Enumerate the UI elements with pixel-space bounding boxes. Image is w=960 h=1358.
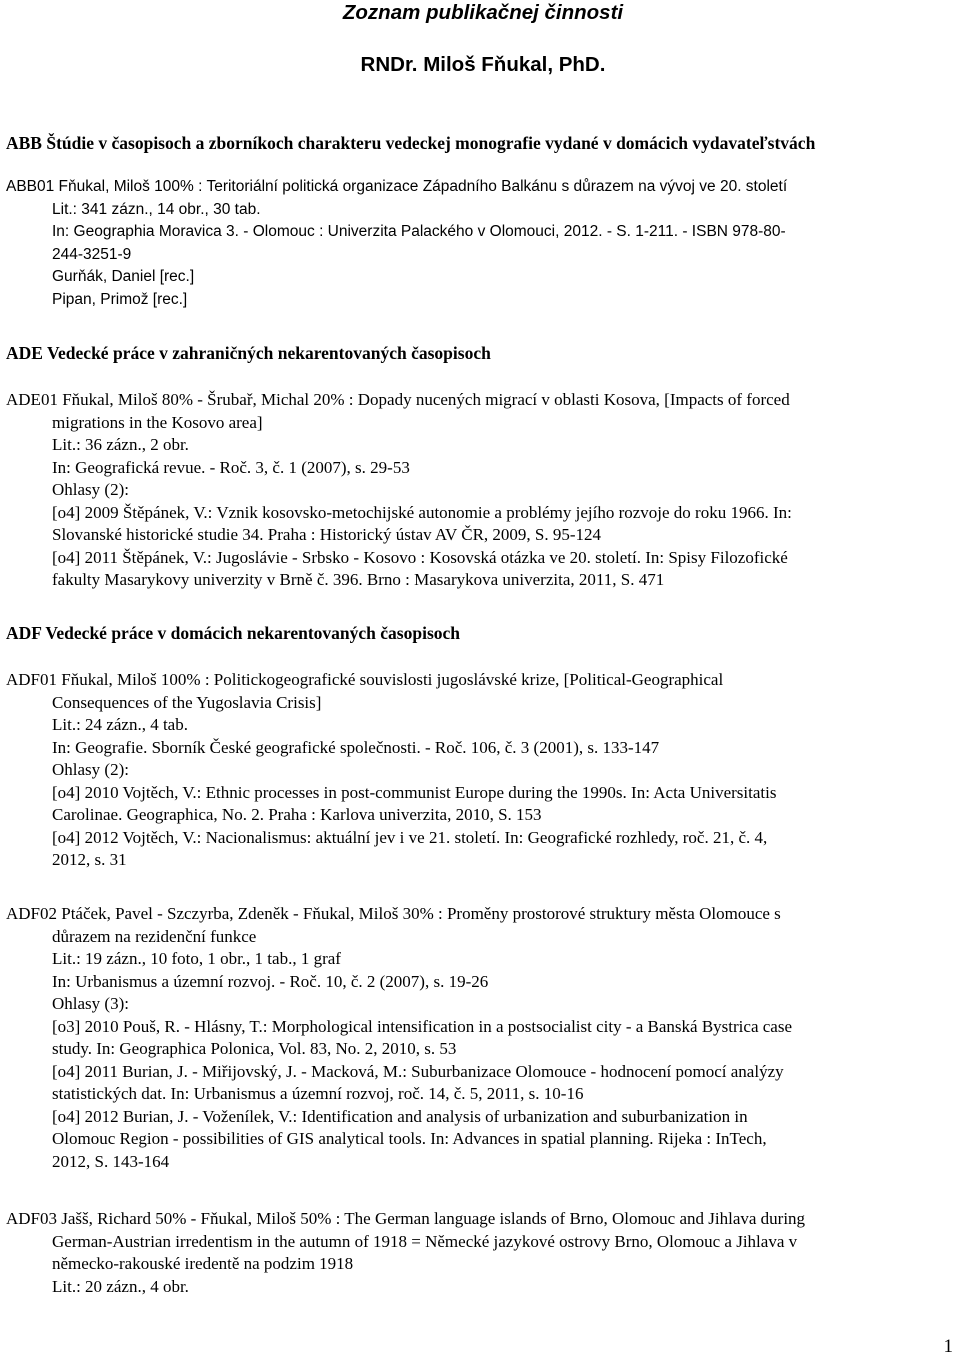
entry-line: In: Geografie. Sborník České geografické společnosti. - Roč. 106, č. 3 (2001), s. 133-147 [52, 737, 660, 757]
section-heading-ade: ADE Vedecké práce v zahraničných nekarentovaných časopisoch [6, 343, 491, 363]
author-name: RNDr. Miloš Fňukal, PhD. [360, 53, 606, 76]
entry-line: [o4] 2011 Burian, J. - Miřijovský, J. - Macková, M.: Suburbanizace Olomouce - hodnocení pomocí analýzy [52, 1061, 784, 1081]
entry-line: Lit.: 341 zázn., 14 obr., 30 tab. [52, 200, 261, 218]
section-heading-adf: ADF Vedecké práce v domácich nekarentovaných časopisoch [6, 623, 461, 643]
document-title: Zoznam publikačnej činnosti [342, 1, 624, 24]
entry-line: study. In: Geographica Polonica, Vol. 83, No. 2, 2010, s. 53 [52, 1039, 457, 1058]
page-number: 1 [943, 1335, 953, 1357]
entry-line: German-Austrian irredentism in the autumn of 1918 = Německé jazykové ostrovy Brno, Olomouc a Jihlava v [52, 1231, 798, 1251]
entry-line: ADF02 Ptáček, Pavel - Szczyrba, Zdeněk - Fňukal, Miloš 30% : Proměny prostorové struktury města Olomouce s [6, 904, 781, 923]
entry-line: Slovanské historické studie 34. Praha : Historický ústav AV ČR, 2009, S. 95-124 [52, 525, 602, 544]
entry-ade01 [6, 389, 956, 592]
entry-line: 244-3251-9 [52, 245, 132, 263]
entry-adf02 [6, 903, 956, 1173]
entry-line: [o4] 2012 Vojtěch, V.: Nacionalismus: aktuální jev i ve 21. století. In: Geografické rozhledy, roč. 21, č. 4, [52, 827, 768, 847]
entry-line: 2012, s. 31 [52, 850, 127, 869]
entry-abb01 [6, 176, 956, 311]
entry-line: důrazem na rezidenční funkce [52, 926, 257, 946]
entry-line: statistických dat. In: Urbanismus a územní rozvoj, roč. 14, č. 5, 2011, s. 10-16 [52, 1084, 584, 1103]
entry-line: Lit.: 24 zázn., 4 tab. [52, 715, 188, 734]
entry-line: migrations in the Kosovo area] [52, 412, 263, 432]
entry-line: ADF01 Fňukal, Miloš 100% : Politickogeografické souvislosti jugoslávské krize, [Political-Geographical [6, 670, 724, 689]
entry-line: In: Geografická revue. - Roč. 3, č. 1 (2007), s. 29-53 [52, 457, 410, 477]
entry-line: Ohlasy (2): [52, 760, 129, 779]
section-heading-abb: ABB Štúdie v časopisoch a zborníkoch charakteru vedeckej monografie vydané v domácich vydavateľstvách [6, 133, 816, 153]
entry-line: Olomouc Region - possibilities of GIS analytical tools. In: Advances in spatial planning. Rijeka : InTech, [52, 1129, 767, 1148]
entry-line: Consequences of the Yugoslavia Crisis] [52, 692, 322, 712]
entry-line: [o4] 2010 Vojtěch, V.: Ethnic processes in post-communist Europe during the 1990s. In: Acta Universitatis [52, 782, 777, 802]
entry-line: In: Geographia Moravica 3. - Olomouc : Univerzita Palackého v Olomouci, 2012. - S. 1-211. - ISBN 978-80- [52, 223, 786, 240]
entry-line: [o4] 2011 Štěpánek, V.: Jugoslávie - Srbsko - Kosovo : Kosovská otázka ve 20. století. In: Spisy Filozofické [52, 547, 788, 567]
entry-line: Ohlasy (3): [52, 994, 129, 1013]
entry-line: německo-rakouské iredentě na podzim 1918 [52, 1254, 354, 1273]
entry-line: ADE01 Fňukal, Miloš 80% - Šrubař, Michal 20% : Dopady nucených migrací v oblasti Kosova, [Impacts of forced [6, 390, 790, 409]
entry-line: Gurňák, Daniel [rec.] [52, 268, 195, 285]
entry-line: [o4] 2009 Štěpánek, V.: Vznik kosovsko-metochijské autonomie a problémy jejího rozvoje do roku 1966. In: [52, 502, 792, 522]
entry-line: ADF03 Jašš, Richard 50% - Fňukal, Miloš 50% : The German language islands of Brno, Olomouc and Jihlava during [6, 1209, 806, 1228]
entry-line: 2012, S. 143-164 [52, 1151, 170, 1171]
entry-line: Lit.: 19 zázn., 10 foto, 1 obr., 1 tab., 1 graf [52, 949, 341, 968]
entry-line: In: Urbanismus a územní rozvoj. - Roč. 10, č. 2 (2007), s. 19-26 [52, 971, 489, 991]
entry-adf03 [6, 1208, 956, 1298]
entry-line: [o4] 2012 Burian, J. - Voženílek, V.: Identification and analysis of urbanization and suburbanization in [52, 1106, 748, 1126]
entry-line: fakulty Masarykovy univerzity v Brně č. 396. Brno : Masarykova univerzita, 2011, S. 471 [52, 570, 665, 589]
entry-line: [o3] 2010 Pouš, R. - Hlásny, T.: Morphological intensification in a postsocialist city - a Banská Bystrica case [52, 1016, 792, 1036]
entry-line: ABB01 Fňukal, Miloš 100% : Teritoriální politická organizace Západního Balkánu s důrazem na vývoj ve 20. století [6, 178, 788, 195]
entry-line: Carolinae. Geographica, No. 2. Praha : Karlova univerzita, 2010, S. 153 [52, 805, 542, 824]
entry-line: Ohlasy (2): [52, 480, 129, 499]
entry-line: Pipan, Primož [rec.] [52, 290, 188, 308]
entry-line: Lit.: 36 zázn., 2 obr. [52, 435, 189, 454]
entry-adf01 [6, 669, 956, 872]
entry-line: Lit.: 20 zázn., 4 obr. [52, 1276, 189, 1296]
